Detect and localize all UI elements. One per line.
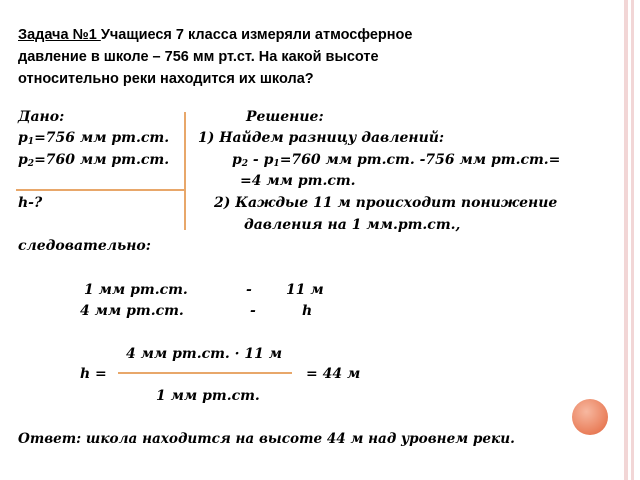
eq-p2-subscript: 2 <box>241 159 249 169</box>
solution-step1: 1) Найдем разницу давлений: <box>198 130 445 146</box>
eq-p1-subscript: 1 <box>273 159 280 169</box>
formula-numerator: 4 мм рт.ст. · 11 м <box>126 346 283 362</box>
p2-subscript: 2 <box>27 159 35 169</box>
formula-h-equals: h = <box>80 366 107 382</box>
given-p1 <box>18 130 169 149</box>
problem-title: Задача №1 <box>18 27 101 43</box>
eq-p2: p <box>232 152 242 168</box>
eq-minus-p1: - p <box>248 152 274 168</box>
solution-equation <box>232 152 560 171</box>
given-h: h-? <box>18 195 43 211</box>
solution-step2-line2: давления на 1 мм.рт.ст., <box>244 217 461 233</box>
solution-therefore: следовательно: <box>18 238 151 254</box>
problem-text-2: давление в школе – 756 мм рт.ст. На какой высоте <box>18 49 379 65</box>
formula-denominator: 1 мм рт.ст. <box>156 388 260 404</box>
proportion-row1-dash: - <box>246 282 252 298</box>
formula-result: = 44 м <box>306 366 361 382</box>
p1-subscript: 1 <box>27 137 35 147</box>
p2-symbol: p <box>18 152 28 168</box>
answer-text: Ответ: школа находится на высоте 44 м над уровнем реки. <box>18 431 515 447</box>
p1-symbol: p <box>18 130 28 146</box>
given-p2 <box>18 152 169 171</box>
proportion-row2-left: 4 мм рт.ст. <box>80 303 184 319</box>
solution-header: Решение: <box>246 109 324 125</box>
proportion-row2-right: h <box>302 303 313 319</box>
proportion-row1-right: 11 м <box>286 282 324 298</box>
problem-statement-line1 <box>18 27 412 44</box>
given-vertical-divider <box>184 112 186 230</box>
p2-value: =760 мм рт.ст. <box>34 152 170 168</box>
solution-step2-line1: 2) Каждые 11 м происходит понижение <box>214 195 558 211</box>
problem-text-3: относительно реки находится их школа? <box>18 71 314 87</box>
slide-border-decoration <box>624 0 628 480</box>
proportion-row1-left: 1 мм рт.ст. <box>84 282 188 298</box>
given-horizontal-divider <box>16 189 186 191</box>
slide-border-decoration-inner <box>631 0 634 480</box>
solution-equation-result: =4 мм рт.ст. <box>240 173 356 189</box>
decorative-circle <box>572 399 608 435</box>
proportion-row2-dash: - <box>250 303 256 319</box>
given-header: Дано: <box>18 109 65 125</box>
eq-difference: =760 мм рт.ст. -756 мм рт.ст.= <box>279 152 561 168</box>
p1-value: =756 мм рт.ст. <box>34 130 170 146</box>
problem-text-1: Учащиеся 7 класса измеряли атмосферное <box>100 27 413 43</box>
formula-fraction-line <box>118 372 292 374</box>
